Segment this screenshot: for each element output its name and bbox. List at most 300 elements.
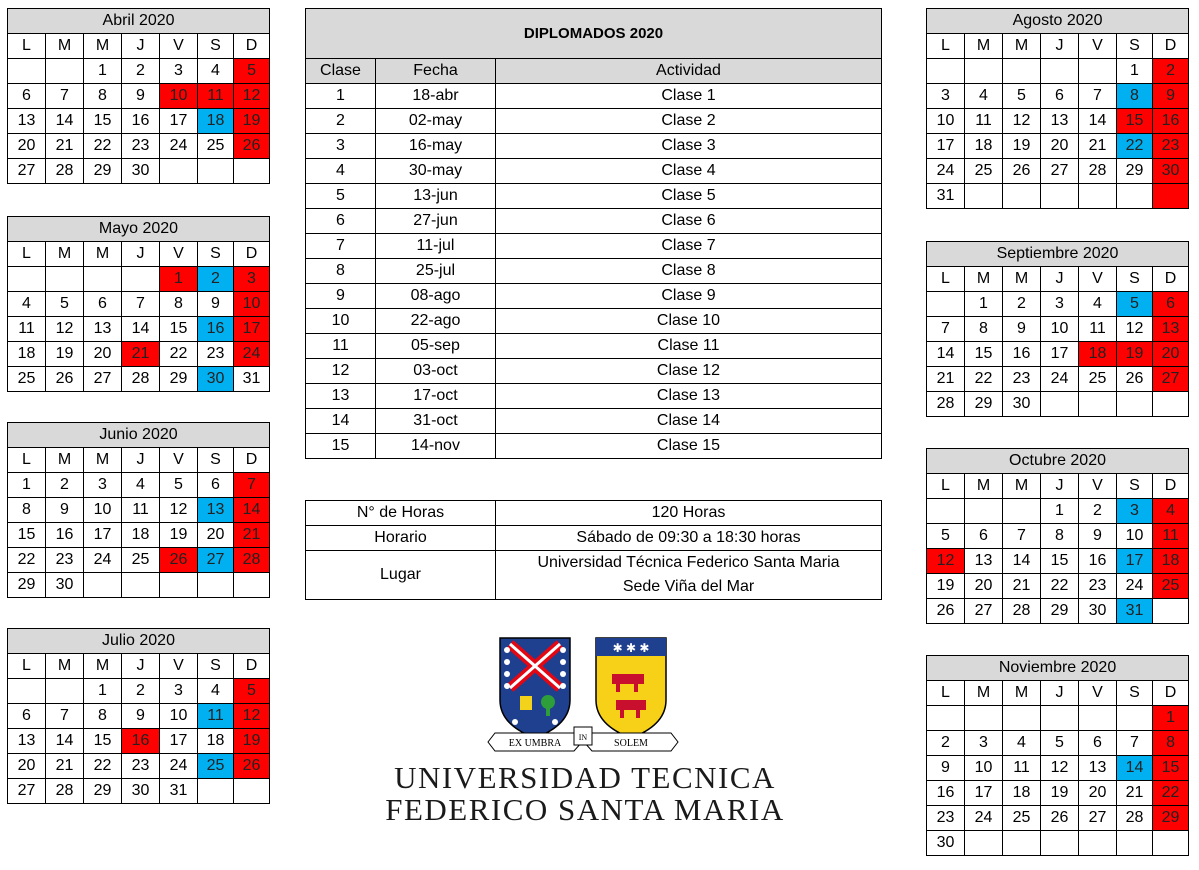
calendar-day: 24 — [234, 342, 270, 367]
calendar-day: 1 — [1117, 59, 1153, 84]
calendar-day: 17 — [160, 729, 198, 754]
calendar-empty — [1079, 59, 1117, 84]
calendar-day: 28 — [234, 548, 270, 573]
calendar-day: 5 — [46, 292, 84, 317]
weekday-header: M — [965, 34, 1003, 59]
calendar-day: 11 — [1079, 317, 1117, 342]
place-label: Lugar — [306, 551, 496, 600]
row-clase: 7 — [306, 234, 376, 259]
calendar-empty — [8, 267, 46, 292]
svg-text:✱ ✱ ✱: ✱ ✱ ✱ — [612, 641, 650, 655]
calendar-day: 25 — [1003, 806, 1041, 831]
calendar-empty — [1153, 392, 1189, 417]
weekday-header: J — [1041, 474, 1079, 499]
calendar-empty — [927, 59, 965, 84]
calendar-day: 18 — [198, 729, 234, 754]
calendar-empty — [8, 679, 46, 704]
calendar-empty — [198, 779, 234, 804]
calendar-septiembre — [926, 241, 1189, 417]
weekday-header: M — [46, 34, 84, 59]
calendar-day: 3 — [234, 267, 270, 292]
calendar-day: 29 — [1153, 806, 1189, 831]
calendar-day: 14 — [46, 109, 84, 134]
calendar-day: 17 — [1117, 549, 1153, 574]
row-clase: 14 — [306, 409, 376, 434]
calendar-day: 15 — [965, 342, 1003, 367]
calendar-day: 20 — [8, 134, 46, 159]
weekday-header: M — [46, 242, 84, 267]
calendar-empty — [927, 706, 965, 731]
row-fecha: 05-sep — [376, 334, 496, 359]
calendar-day: 3 — [1117, 499, 1153, 524]
calendar-junio — [7, 422, 270, 598]
weekday-header: D — [234, 34, 270, 59]
calendar-day: 8 — [84, 84, 122, 109]
calendar-day: 5 — [1003, 84, 1041, 109]
calendar-day: 4 — [965, 84, 1003, 109]
calendar-day: 20 — [84, 342, 122, 367]
calendar-day: 10 — [927, 109, 965, 134]
row-actividad: Clase 5 — [496, 184, 882, 209]
calendar-day: 16 — [122, 109, 160, 134]
calendar-day: 19 — [234, 109, 270, 134]
schedule-row — [306, 109, 882, 134]
calendar-day: 4 — [8, 292, 46, 317]
calendar-day: 20 — [1041, 134, 1079, 159]
calendar-day: 14 — [1003, 549, 1041, 574]
schedule-title: DIPLOMADOS 2020 — [306, 9, 882, 59]
calendar-day: 15 — [1153, 756, 1189, 781]
month-title: Julio 2020 — [8, 629, 270, 654]
row-fecha: 31-oct — [376, 409, 496, 434]
weekday-header: L — [8, 448, 46, 473]
calendar-day: 21 — [1117, 781, 1153, 806]
calendar-day: 30 — [1153, 159, 1189, 184]
calendar-day: 14 — [122, 317, 160, 342]
weekday-header: L — [8, 34, 46, 59]
calendar-day: 12 — [1003, 109, 1041, 134]
calendar-day: 8 — [1153, 731, 1189, 756]
calendar-empty — [160, 159, 198, 184]
calendar-day: 21 — [1003, 574, 1041, 599]
calendar-day: 7 — [1117, 731, 1153, 756]
row-clase: 3 — [306, 134, 376, 159]
calendar-day: 30 — [122, 159, 160, 184]
calendar-day: 27 — [198, 548, 234, 573]
calendar-day: 13 — [1079, 756, 1117, 781]
calendar-day: 2 — [122, 59, 160, 84]
calendar-empty — [1079, 831, 1117, 856]
hours-value: 120 Horas — [496, 501, 882, 526]
row-fecha: 16-may — [376, 134, 496, 159]
row-actividad: Clase 9 — [496, 284, 882, 309]
calendar-day: 7 — [1003, 524, 1041, 549]
row-fecha: 17-oct — [376, 384, 496, 409]
schedule-row — [306, 134, 882, 159]
course-info — [305, 500, 882, 600]
calendar-day: 9 — [1003, 317, 1041, 342]
calendar-day: 9 — [46, 498, 84, 523]
calendar-day: 9 — [198, 292, 234, 317]
weekday-header: S — [1117, 681, 1153, 706]
calendar-day: 22 — [84, 754, 122, 779]
row-clase: 10 — [306, 309, 376, 334]
month-title: Noviembre 2020 — [927, 656, 1189, 681]
calendar-day: 4 — [1079, 292, 1117, 317]
weekday-header: D — [1153, 681, 1189, 706]
calendar-day: 13 — [1041, 109, 1079, 134]
row-fecha: 13-jun — [376, 184, 496, 209]
calendar-day: 1 — [965, 292, 1003, 317]
calendar-day: 14 — [1079, 109, 1117, 134]
calendar-day: 19 — [46, 342, 84, 367]
row-fecha: 03-oct — [376, 359, 496, 384]
weekday-header: J — [122, 34, 160, 59]
shield-left-icon — [500, 638, 570, 738]
calendar-day: 25 — [8, 367, 46, 392]
calendar-day: 9 — [927, 756, 965, 781]
calendar-day: 1 — [160, 267, 198, 292]
calendar-day: 18 — [1079, 342, 1117, 367]
calendar-day: 1 — [84, 679, 122, 704]
calendar-day: 21 — [927, 367, 965, 392]
calendar-day: 7 — [46, 84, 84, 109]
weekday-header: S — [198, 34, 234, 59]
calendar-day: 10 — [84, 498, 122, 523]
weekday-header: S — [198, 242, 234, 267]
row-clase: 1 — [306, 84, 376, 109]
row-actividad: Clase 11 — [496, 334, 882, 359]
calendar-day: 26 — [234, 134, 270, 159]
calendar-day: 28 — [927, 392, 965, 417]
calendar-day: 1 — [1153, 706, 1189, 731]
calendar-day: 27 — [965, 599, 1003, 624]
row-fecha: 02-may — [376, 109, 496, 134]
calendar-day: 31 — [927, 184, 965, 209]
weekday-header: S — [198, 654, 234, 679]
calendar-day: 12 — [1041, 756, 1079, 781]
calendar-day: 26 — [927, 599, 965, 624]
calendar-day: 29 — [84, 159, 122, 184]
calendar-empty — [1079, 184, 1117, 209]
calendar-day: 5 — [1117, 292, 1153, 317]
calendar-day: 21 — [1079, 134, 1117, 159]
calendar-day: 21 — [122, 342, 160, 367]
calendar-day: 18 — [1003, 781, 1041, 806]
calendar-day: 23 — [46, 548, 84, 573]
calendar-day: 5 — [160, 473, 198, 498]
weekday-header: J — [122, 448, 160, 473]
calendar-day: 26 — [234, 754, 270, 779]
weekday-header: M — [965, 267, 1003, 292]
calendar-day: 9 — [1079, 524, 1117, 549]
calendar-day: 13 — [1153, 317, 1189, 342]
motto-left: EX UMBRA — [508, 738, 562, 749]
row-clase: 2 — [306, 109, 376, 134]
calendar-day: 20 — [1079, 781, 1117, 806]
calendar-day: 15 — [1117, 109, 1153, 134]
weekday-header: V — [160, 34, 198, 59]
calendar-day: 17 — [927, 134, 965, 159]
university-name-line2: FEDERICO SANTA MARIA — [385, 792, 785, 827]
calendar-octubre — [926, 448, 1189, 624]
calendar-day: 8 — [1041, 524, 1079, 549]
calendar-day: 17 — [234, 317, 270, 342]
calendar-day: 5 — [927, 524, 965, 549]
month-title: Septiembre 2020 — [927, 242, 1189, 267]
calendar-day: 16 — [198, 317, 234, 342]
calendar-day: 15 — [84, 109, 122, 134]
calendar-day: 4 — [122, 473, 160, 498]
calendar-day: 10 — [965, 756, 1003, 781]
calendar-day: 19 — [1003, 134, 1041, 159]
calendar-day: 20 — [8, 754, 46, 779]
calendar-day: 12 — [1117, 317, 1153, 342]
calendar-day: 31 — [160, 779, 198, 804]
calendar-day: 29 — [1041, 599, 1079, 624]
weekday-header: M — [965, 681, 1003, 706]
calendar-empty — [1003, 499, 1041, 524]
calendar-day: 6 — [965, 524, 1003, 549]
calendar-day: 10 — [160, 704, 198, 729]
weekday-header: D — [1153, 267, 1189, 292]
calendar-day: 24 — [927, 159, 965, 184]
calendar-empty — [84, 573, 122, 598]
calendar-day: 24 — [1117, 574, 1153, 599]
calendar-day: 26 — [1003, 159, 1041, 184]
weekday-header: L — [927, 681, 965, 706]
calendar-empty — [1041, 59, 1079, 84]
calendar-day: 28 — [1003, 599, 1041, 624]
calendar-day: 7 — [1079, 84, 1117, 109]
schedule-row — [306, 384, 882, 409]
calendar-day: 21 — [46, 134, 84, 159]
calendar-day: 24 — [160, 754, 198, 779]
calendar-empty — [122, 573, 160, 598]
calendar-day: 13 — [84, 317, 122, 342]
calendar-day: 13 — [8, 729, 46, 754]
calendar-day: 23 — [1003, 367, 1041, 392]
calendar-day: 2 — [1153, 59, 1189, 84]
weekday-header: V — [160, 448, 198, 473]
calendar-empty — [1153, 599, 1189, 624]
calendar-day: 20 — [198, 523, 234, 548]
calendar-day: 13 — [8, 109, 46, 134]
calendar-day: 1 — [1041, 499, 1079, 524]
calendar-empty — [1003, 59, 1041, 84]
schedule-label: Horario — [306, 526, 496, 551]
weekday-header: J — [1041, 681, 1079, 706]
month-title: Abril 2020 — [8, 9, 270, 34]
diplomados-schedule — [305, 8, 882, 459]
calendar-day: 19 — [234, 729, 270, 754]
calendar-day: 20 — [965, 574, 1003, 599]
row-clase: 4 — [306, 159, 376, 184]
row-fecha: 30-may — [376, 159, 496, 184]
row-clase: 12 — [306, 359, 376, 384]
weekday-header: L — [8, 242, 46, 267]
calendar-day: 17 — [965, 781, 1003, 806]
row-clase: 5 — [306, 184, 376, 209]
calendar-day: 2 — [1003, 292, 1041, 317]
calendar-agosto — [926, 8, 1189, 209]
calendar-empty — [46, 59, 84, 84]
weekday-header: M — [46, 448, 84, 473]
row-actividad: Clase 1 — [496, 84, 882, 109]
calendar-day: 12 — [46, 317, 84, 342]
calendar-day: 26 — [46, 367, 84, 392]
calendar-day: 11 — [198, 84, 234, 109]
schedule-row — [306, 234, 882, 259]
calendar-empty — [234, 779, 270, 804]
calendar-day: 24 — [965, 806, 1003, 831]
row-clase: 9 — [306, 284, 376, 309]
calendar-day: 16 — [122, 729, 160, 754]
calendar-day: 10 — [1117, 524, 1153, 549]
schedule-row — [306, 334, 882, 359]
calendar-empty — [1117, 392, 1153, 417]
calendar-day: 23 — [1079, 574, 1117, 599]
calendar-day: 17 — [160, 109, 198, 134]
calendar-day: 23 — [122, 754, 160, 779]
calendar-day: 29 — [8, 573, 46, 598]
row-actividad: Clase 15 — [496, 434, 882, 459]
calendar-day: 18 — [965, 134, 1003, 159]
row-fecha: 08-ago — [376, 284, 496, 309]
weekday-header: M — [84, 654, 122, 679]
row-actividad: Clase 13 — [496, 384, 882, 409]
calendar-empty — [965, 706, 1003, 731]
weekday-header: V — [1079, 681, 1117, 706]
calendar-day: 11 — [122, 498, 160, 523]
calendar-day: 31 — [1117, 599, 1153, 624]
weekday-header: M — [46, 654, 84, 679]
calendar-day: 5 — [1041, 731, 1079, 756]
hours-label: N° de Horas — [306, 501, 496, 526]
calendar-day: 13 — [198, 498, 234, 523]
calendar-day: 26 — [160, 548, 198, 573]
place-line2: Sede Viña del Mar — [496, 575, 882, 600]
calendar-day: 23 — [198, 342, 234, 367]
calendar-empty — [234, 573, 270, 598]
calendar-day: 25 — [198, 134, 234, 159]
calendar-empty — [1153, 831, 1189, 856]
shield-right-icon — [596, 638, 666, 738]
weekday-header: S — [1117, 34, 1153, 59]
calendar-day: 29 — [160, 367, 198, 392]
calendar-day: 13 — [965, 549, 1003, 574]
calendar-day: 8 — [8, 498, 46, 523]
weekday-header: M — [1003, 267, 1041, 292]
calendar-day: 24 — [1041, 367, 1079, 392]
calendar-day: 29 — [965, 392, 1003, 417]
calendar-empty — [927, 499, 965, 524]
calendar-day: 11 — [8, 317, 46, 342]
weekday-header: J — [1041, 34, 1079, 59]
calendar-day: 28 — [1079, 159, 1117, 184]
calendar-day: 23 — [1153, 134, 1189, 159]
row-fecha: 11-jul — [376, 234, 496, 259]
calendar-day: 8 — [1117, 84, 1153, 109]
calendar-empty — [1003, 184, 1041, 209]
calendar-empty — [1041, 184, 1079, 209]
row-actividad: Clase 4 — [496, 159, 882, 184]
calendar-day: 14 — [927, 342, 965, 367]
weekday-header: V — [1079, 34, 1117, 59]
calendar-day: 19 — [927, 574, 965, 599]
schedule-row — [306, 434, 882, 459]
weekday-header: V — [1079, 474, 1117, 499]
calendar-day: 7 — [927, 317, 965, 342]
weekday-header: J — [122, 654, 160, 679]
weekday-header: V — [1079, 267, 1117, 292]
calendar-day: 11 — [1003, 756, 1041, 781]
calendar-day: 6 — [84, 292, 122, 317]
calendar-empty — [1003, 831, 1041, 856]
weekday-header: L — [927, 474, 965, 499]
calendar-day: 28 — [1117, 806, 1153, 831]
calendar-day: 4 — [198, 59, 234, 84]
calendar-empty — [1117, 184, 1153, 209]
university-name-line1: UNIVERSIDAD TECNICA — [394, 760, 776, 795]
row-actividad: Clase 3 — [496, 134, 882, 159]
month-title: Junio 2020 — [8, 423, 270, 448]
calendar-empty — [1041, 706, 1079, 731]
row-clase: 11 — [306, 334, 376, 359]
calendar-day: 16 — [1003, 342, 1041, 367]
schedule-row — [306, 309, 882, 334]
month-title: Mayo 2020 — [8, 217, 270, 242]
calendar-day: 6 — [198, 473, 234, 498]
calendar-day: 26 — [1117, 367, 1153, 392]
weekday-header: D — [234, 654, 270, 679]
calendar-day: 26 — [1041, 806, 1079, 831]
calendar-day: 22 — [965, 367, 1003, 392]
calendar-day: 3 — [84, 473, 122, 498]
calendar-day: 6 — [1079, 731, 1117, 756]
calendar-day: 12 — [160, 498, 198, 523]
calendar-day: 11 — [965, 109, 1003, 134]
calendar-day: 9 — [122, 84, 160, 109]
calendar-day: 12 — [927, 549, 965, 574]
calendar-empty — [122, 267, 160, 292]
calendar-day: 15 — [8, 523, 46, 548]
calendar-day: 7 — [122, 292, 160, 317]
calendar-day: 8 — [84, 704, 122, 729]
calendar-day: 25 — [122, 548, 160, 573]
motto-mid: IN — [578, 733, 588, 742]
weekday-header: S — [1117, 474, 1153, 499]
calendar-empty — [198, 159, 234, 184]
weekday-header: M — [1003, 681, 1041, 706]
calendar-day: 14 — [1117, 756, 1153, 781]
calendar-day: 22 — [8, 548, 46, 573]
row-actividad: Clase 8 — [496, 259, 882, 284]
calendar-day: 22 — [1153, 781, 1189, 806]
calendar-day: 15 — [160, 317, 198, 342]
row-actividad: Clase 6 — [496, 209, 882, 234]
calendar-day: 21 — [46, 754, 84, 779]
calendar-day: 9 — [1153, 84, 1189, 109]
calendar-empty — [8, 59, 46, 84]
row-actividad: Clase 12 — [496, 359, 882, 384]
calendar-day: 10 — [1041, 317, 1079, 342]
calendar-day: 6 — [1153, 292, 1189, 317]
calendar-day: 2 — [927, 731, 965, 756]
motto-ribbon — [488, 727, 678, 751]
calendar-day: 24 — [84, 548, 122, 573]
calendar-day: 16 — [1153, 109, 1189, 134]
